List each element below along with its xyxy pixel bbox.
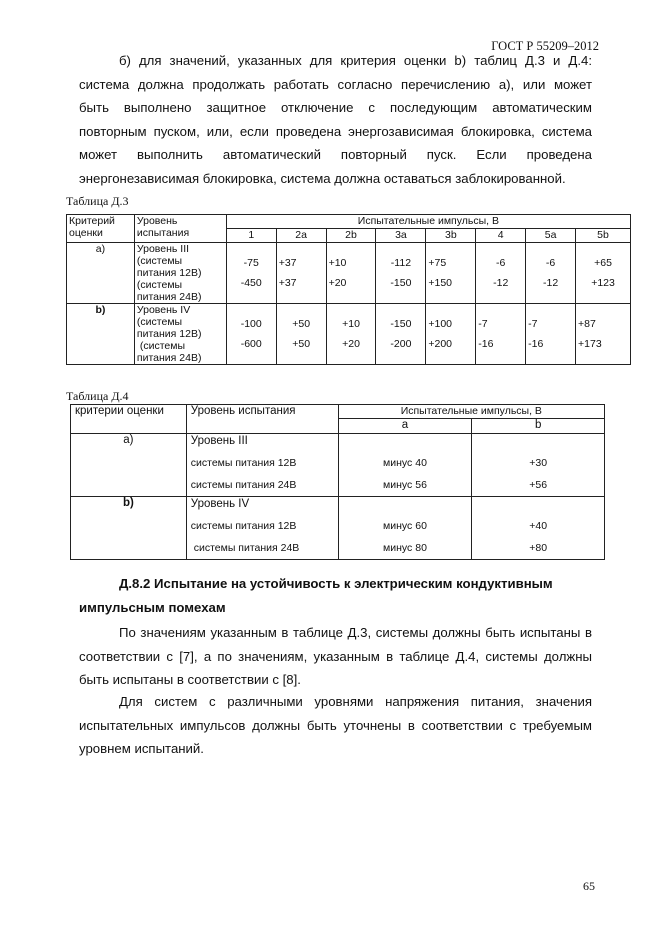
value-cell (472, 497, 605, 560)
level-cell (186, 434, 338, 497)
header-level: Уровень испытания (186, 405, 338, 434)
level-line: питания 24В) (136, 352, 202, 364)
criteria-cell: b) (71, 497, 187, 560)
pulse-col-header: 1 (226, 229, 276, 243)
value-b: +30 (529, 457, 548, 469)
value-24v: +37 (278, 277, 297, 289)
value-a: минус 56 (383, 479, 427, 491)
value-cell (526, 243, 576, 304)
value-24v: +150 (428, 277, 453, 289)
value-24v: +20 (342, 338, 360, 350)
value-cell (276, 304, 326, 365)
text-line: уровнем испытаний. (79, 741, 204, 756)
table-d3 (66, 214, 631, 365)
value-12v: +37 (278, 257, 297, 269)
value-cell (226, 304, 276, 365)
value-24v: -600 (240, 338, 262, 350)
value-12v: -75 (243, 257, 259, 269)
value-cell (338, 434, 472, 497)
table-row (67, 243, 631, 304)
value-12v: +10 (342, 318, 360, 330)
paragraph-b-criteria (79, 49, 592, 190)
value-cell (326, 243, 376, 304)
value-24v: -16 (478, 338, 494, 350)
value-cell (476, 304, 526, 365)
table-row (71, 497, 605, 560)
header-level: Уровень испытания (134, 215, 226, 243)
table-row (67, 304, 631, 365)
level-sub: системы питания 12В (190, 457, 297, 469)
level-sub: системы питания 24В (190, 479, 297, 491)
value-12v: -7 (478, 318, 488, 330)
value-a: минус 80 (383, 542, 427, 554)
criteria-cell: b) (67, 304, 135, 365)
pulse-col-header: 5a (526, 229, 576, 243)
value-cell (376, 243, 426, 304)
value-12v: -6 (496, 257, 506, 269)
value-24v: -16 (528, 338, 544, 350)
pulse-col-header: 5b (576, 229, 631, 243)
value-cell (426, 243, 476, 304)
text-line: повторным пуском, или, если проведена энергозависимая блокировка, система (79, 123, 592, 139)
value-cell (276, 243, 326, 304)
criteria-cell: а) (71, 434, 187, 497)
value-24v: +173 (578, 338, 602, 350)
pulse-col-header: a (338, 419, 472, 434)
value-24v: -12 (543, 277, 559, 289)
value-cell (338, 497, 472, 560)
text-line: быть испытаны в соответствии с [8]. (79, 672, 301, 687)
value-24v: -450 (240, 277, 262, 289)
criteria-cell: а) (67, 243, 135, 304)
level-sub: системы питания 24В (190, 542, 300, 554)
text-line: быть выполнено защитное отключение с последующим автоматическим (79, 100, 592, 115)
level-line: (системы (136, 255, 183, 267)
text-line: система должна продолжать работать согласно перечислению а), или может (79, 76, 592, 92)
pulse-col-header: b (472, 419, 605, 434)
pulse-col-header: 2b (326, 229, 376, 243)
level-line: Уровень III (136, 243, 190, 255)
text-line: энергонезависимая блокировка, система должна оставаться заблокированной. (79, 170, 566, 186)
heading-line: Д.8.2 Испытание на устойчивость к электрическим кондуктивным (119, 576, 553, 591)
heading-line: импульсным помехам (79, 599, 226, 615)
value-12v: -112 (390, 257, 412, 269)
value-12v: +65 (594, 257, 612, 269)
value-24v: -12 (493, 277, 509, 289)
level-line: (системы (136, 316, 183, 328)
paragraph-voltage-levels (79, 690, 592, 761)
value-12v: -150 (390, 318, 412, 330)
value-24v: -200 (390, 338, 412, 350)
value-12v: -100 (240, 318, 262, 330)
value-a: минус 60 (383, 520, 427, 532)
value-cell (472, 434, 605, 497)
level-line: питания 12В) (136, 267, 202, 279)
level-line: Уровень IV (136, 304, 191, 316)
text-line: б) для значений, указанных для критерия оценки b) таблиц Д.3 и Д.4: (119, 53, 592, 68)
table-d4-caption: Таблица Д.4 (66, 389, 129, 403)
level-line: (системы (136, 279, 183, 291)
table-d3-caption: Таблица Д.3 (66, 194, 129, 208)
pulse-col-header: 3a (376, 229, 426, 243)
value-cell (326, 304, 376, 365)
text-line: испытательных импульсов должны быть уточнены в соответствии с требуемым (79, 717, 592, 733)
value-a: минус 40 (383, 457, 427, 469)
value-cell (576, 243, 631, 304)
value-cell (376, 304, 426, 365)
value-12v: +87 (578, 318, 596, 330)
level-title: Уровень IV (190, 498, 250, 510)
page-number: 65 (583, 879, 595, 893)
level-line: питания 24В) (136, 291, 202, 303)
text-line: соответствии с [7], а по значениям, указанным в таблице Д.4, системы должны (79, 648, 592, 664)
paragraph-references (79, 621, 592, 692)
value-24v: -150 (390, 277, 412, 289)
value-12v: +10 (328, 257, 347, 269)
header-pulses: Испытательные импульсы, В (338, 405, 604, 419)
text-line: Для систем с различными уровнями напряжения питания, значения (119, 694, 592, 709)
value-12v: -7 (528, 318, 538, 330)
value-cell (576, 304, 631, 365)
level-cell (186, 497, 338, 560)
level-title: Уровень III (190, 435, 248, 447)
header-criteria: Критерий оценки (67, 215, 135, 243)
value-12v: +50 (292, 318, 311, 330)
level-line: (системы (136, 340, 185, 352)
value-24v: +123 (591, 277, 615, 289)
value-b: +80 (529, 542, 548, 554)
text-line: может выполнить автоматический повторный пуск. Если проведена (79, 147, 592, 162)
value-cell (476, 243, 526, 304)
value-24v: +20 (328, 277, 347, 289)
value-12v: +75 (428, 257, 447, 269)
table-d4 (70, 404, 605, 560)
value-cell (526, 304, 576, 365)
value-12v: -6 (545, 257, 556, 269)
text-line: По значениям указанным в таблице Д.3, системы должны быть испытаны в (119, 625, 592, 640)
level-sub: системы питания 12В (190, 520, 297, 532)
pulse-col-header: 3b (426, 229, 476, 243)
value-b: +40 (529, 520, 548, 532)
pulse-col-header: 2a (276, 229, 326, 243)
table-row (71, 434, 605, 497)
level-line: питания 12В) (136, 328, 202, 340)
level-cell (134, 304, 226, 365)
section-heading (79, 572, 592, 619)
header-pulses: Испытательные импульсы, В (226, 215, 630, 229)
value-cell (226, 243, 276, 304)
header-criteria: критерии оценки (71, 405, 187, 434)
value-b: +56 (529, 479, 548, 491)
value-12v: +100 (428, 318, 453, 330)
pulse-col-header: 4 (476, 229, 526, 243)
level-cell (134, 243, 226, 304)
document-code: ГОСТ Р 55209–2012 (491, 39, 599, 53)
value-24v: +50 (292, 338, 311, 350)
value-24v: +200 (428, 338, 453, 350)
value-cell (426, 304, 476, 365)
